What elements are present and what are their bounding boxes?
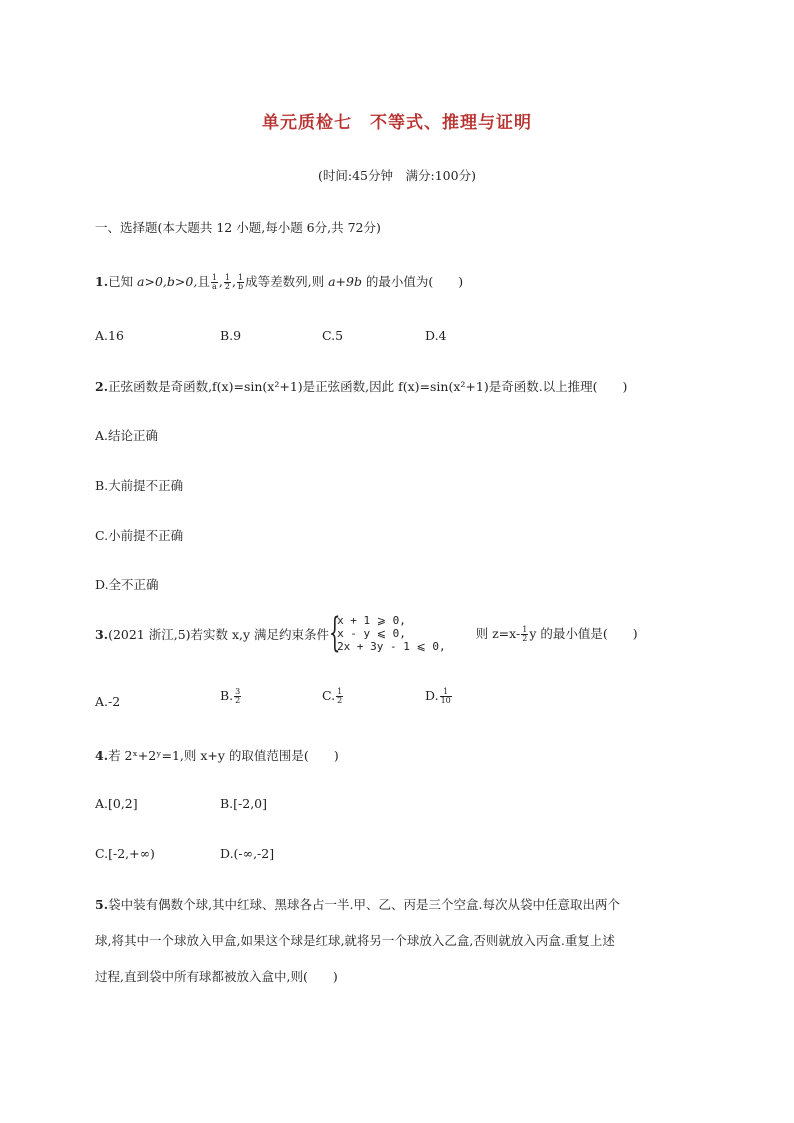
question-number: 2. <box>95 379 109 394</box>
question-1: 1.已知 a>0,b>0,且 $\frac{1}{a}$ , $\frac{1}{2}$ , $\frac{1}{b}$ 成等差数列,则 a+9b 的最小值为( ) <box>95 273 464 291</box>
question-3 <box>95 610 638 656</box>
option-a[interactable]: A.16 <box>95 328 124 343</box>
title-part-b: 不等式、推理与证明 <box>370 113 532 133</box>
q3-text: y 的最小值是( ) <box>529 626 638 641</box>
question-number: 3. <box>95 626 109 642</box>
q3-text: (2021 浙江,5)若实数 x,y 满足约束条件 <box>108 626 330 642</box>
q1-text: 且 <box>197 274 210 289</box>
q1-text: 成等差数列,则 <box>245 274 329 289</box>
option-d[interactable]: D.全不正确 <box>95 577 159 592</box>
option-d[interactable]: D.(-∞,-2] <box>220 846 275 861</box>
title-part-a: 单元质检七 <box>262 113 352 133</box>
q1-text: 已知 <box>108 274 138 289</box>
q5-text-line: 球,将其中一个球放入甲盒,如果这个球是红球,就将另一个球放入乙盒,否则就放入丙盒.重复上述 <box>95 933 615 948</box>
option-c[interactable]: C.小前提不正确 <box>95 528 184 543</box>
q2-text: 正弦函数是奇函数,f(x)=sin(x²+1)是正弦函数,因此 f(x)=sin(x²+1)是奇函数.以上推理( ) <box>108 379 628 394</box>
q1-expression: a+9b <box>328 274 362 289</box>
q5-text: 袋中装有偶数个球,其中红球、黑球各占一半.甲、乙、丙是三个空盒.每次从袋中任意取出两个 <box>108 897 620 912</box>
option-b[interactable]: B.9 <box>220 328 242 343</box>
fraction: $\frac{1}{a}$ <box>211 273 217 291</box>
question-number: 4. <box>95 748 109 763</box>
fraction: $\frac{1}{2}$ <box>522 625 528 643</box>
question-5 <box>95 895 620 913</box>
section-heading: 一、选择题(本大题共 12 小题,每小题 6分,共 72分) <box>95 220 381 235</box>
q1-text: 的最小值为( ) <box>361 274 464 289</box>
option-d[interactable]: D.4 <box>425 328 447 343</box>
exam-info: (时间:45分钟 满分:100分) <box>318 168 476 183</box>
constraint-system: { x + 1 ⩾ 0, x - y ⩽ 0, 2x + 3y - 1 ⩽ 0, <box>329 610 446 656</box>
q1-condition: a>0,b>0, <box>137 274 198 289</box>
fraction: $\frac{1}{b}$ <box>237 273 244 291</box>
option-a[interactable]: A.-2 <box>95 694 121 709</box>
page-title <box>0 108 794 133</box>
q3-text: 则 z=x- <box>475 626 521 641</box>
question-number: 1. <box>95 274 109 289</box>
option-c[interactable]: C.5 <box>322 328 344 343</box>
option-b[interactable]: B.[-2,0] <box>220 796 268 811</box>
option-a[interactable]: A.结论正确 <box>95 428 159 443</box>
fraction: $\frac{1}{2}$ <box>224 273 230 291</box>
option-b[interactable]: B.大前提不正确 <box>95 478 184 493</box>
option-d[interactable]: D. $\frac{1}{10}$ <box>425 687 451 705</box>
question-number: 5. <box>95 897 109 912</box>
question-4 <box>95 746 339 764</box>
option-b[interactable]: B. $\frac{3}{2}$ <box>220 687 241 705</box>
option-a[interactable]: A.[0,2] <box>95 796 138 811</box>
q4-text: 若 2ˣ+2ʸ=1,则 x+y 的取值范围是( ) <box>108 748 339 763</box>
option-c[interactable]: C.[-2,+∞) <box>95 846 155 861</box>
option-c[interactable]: C. $\frac{1}{2}$ <box>322 687 343 705</box>
question-2 <box>95 377 627 395</box>
q5-text-line: 过程,直到袋中所有球都被放入盒中,则( ) <box>95 969 338 984</box>
